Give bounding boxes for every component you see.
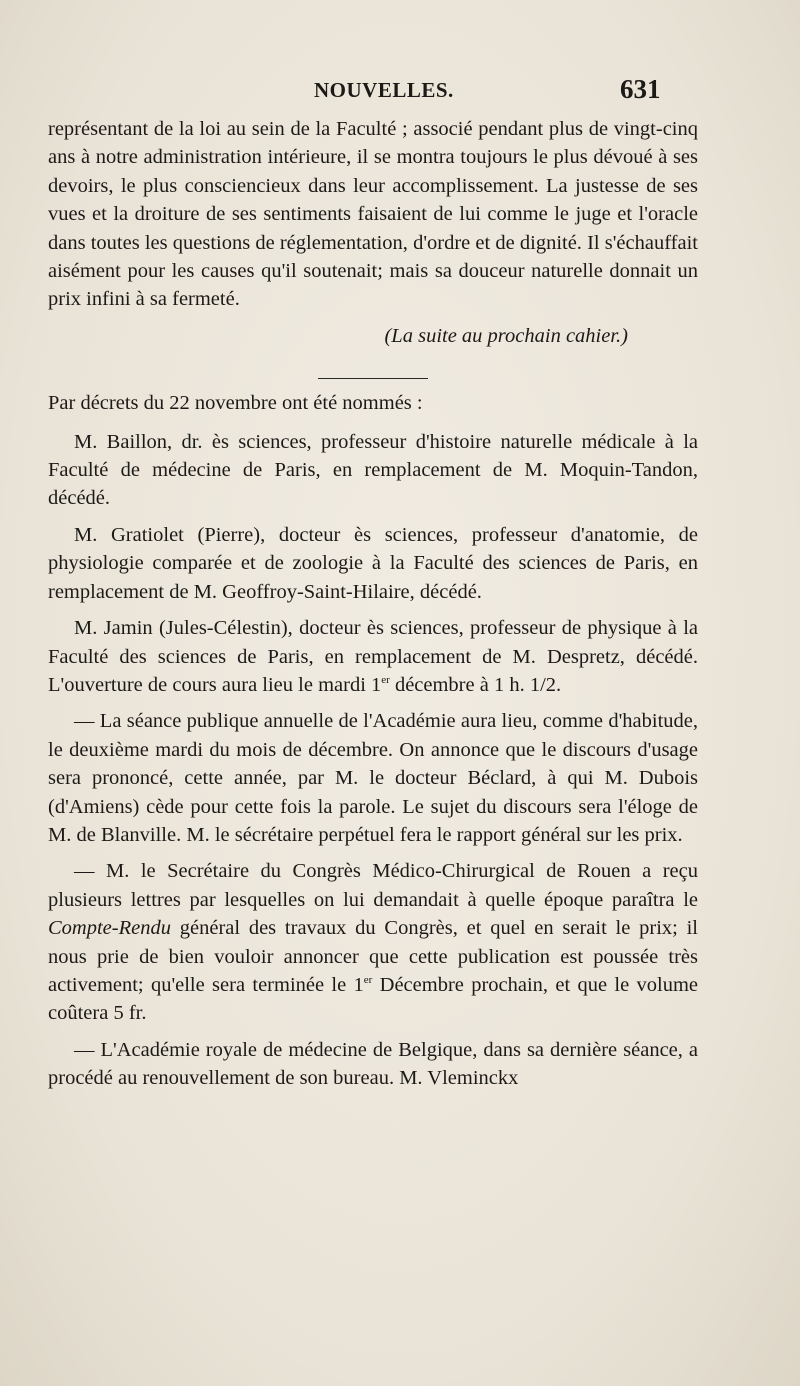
paragraph-jamin-text: M. Jamin (Jules-Célestin), docteur ès sciences, professeur de physique à la Faculté des sciences de Paris, en remplacement de M. Despretz, décédé. L'ouverture de cours aura lieu le mardi 1 — [48, 617, 698, 696]
page-number: 631 — [620, 74, 661, 104]
paragraph-jamin — [48, 614, 698, 699]
superscript-er: er — [381, 674, 390, 687]
paragraph-academie-seance: — La séance publique annuelle de l'Académie aura lieu, comme d'habitude, le deuxième mardi du mois de décembre. On annonce que le discours d'usage sera prononcé, cette année, par M. le docteur Béclard, à qui M. Dubois (d'Amiens) cède pour cette fois la parole. Le sujet du discours sera l'éloge de M. de Blanville. M. le sécrétaire perpétuel fera le rapport général sur les prix. — [48, 710, 698, 846]
paragraph-congres-middle: général des travaux du Congrès, et quel en serait le prix; il nous prie de bien vouloir annoncer que cette publication est poussée très activement; qu'elle sera terminée le 1 — [48, 917, 698, 996]
paragraph-gratiolet: M. Gratiolet (Pierre), docteur ès sciences, professeur d'anatomie, de physiologie comparée et de zoologie à la Faculté des sciences de Paris, en remplacement de M. Geoffroy-Saint-Hilaire, décédé. — [48, 523, 698, 603]
running-head — [0, 74, 800, 108]
superscript-er-2: er — [363, 974, 373, 987]
running-head-title: NOUVELLES. — [314, 78, 454, 102]
decrees-intro: Par décrets du 22 novembre ont été nommés : — [48, 392, 423, 415]
compte-rendu-italic: Compte-Rendu — [48, 917, 171, 940]
paragraph-jamin-end: décembre à 1 h. 1/2. — [389, 673, 562, 696]
section-divider — [318, 378, 428, 379]
paragraph-eulogy-end: représentant de la loi au sein de la Faculté ; associé pendant plus de vingt-cinq ans à notre administration intérieure, il se montra toujours le plus dévoué à ses devoirs, le plus consciencieux dans leur accomplissement. La justesse de ses vues et la droiture de ses sentiments faisaient de lui comme le juge et l'oracle dans toutes les questions de réglementation, d'ordre et de dignité. Il s'échauffait aisément pour les causes qu'il soutenait; mais sa douceur naturelle donnait un prix infini à sa fermeté. — [48, 118, 698, 311]
body-text — [48, 115, 698, 1101]
paragraph-congres-end: Décembre prochain, et que le volume coûtera 5 fr. — [48, 973, 698, 1025]
paragraph-belgique: — L'Académie royale de médecine de Belgique, dans sa dernière séance, a procédé au renouvellement de son bureau. M. Vleminckx — [48, 1038, 698, 1090]
paragraph-congres-rouen — [48, 857, 698, 1027]
paragraph-congres-text: — M. le Secrétaire du Congrès Médico-Chirurgical de Rouen a reçu plusieurs lettres par lesquelles on lui demandait à quelle époque paraîtra le — [48, 860, 698, 911]
paragraph-baillon: M. Baillon, dr. ès sciences, professeur d'histoire naturelle médicale à la Faculté de médecine de Paris, en remplacement de M. Moquin-Tandon, décédé. — [48, 430, 698, 510]
continuation-note: (La suite au prochain cahier.) — [384, 324, 628, 347]
